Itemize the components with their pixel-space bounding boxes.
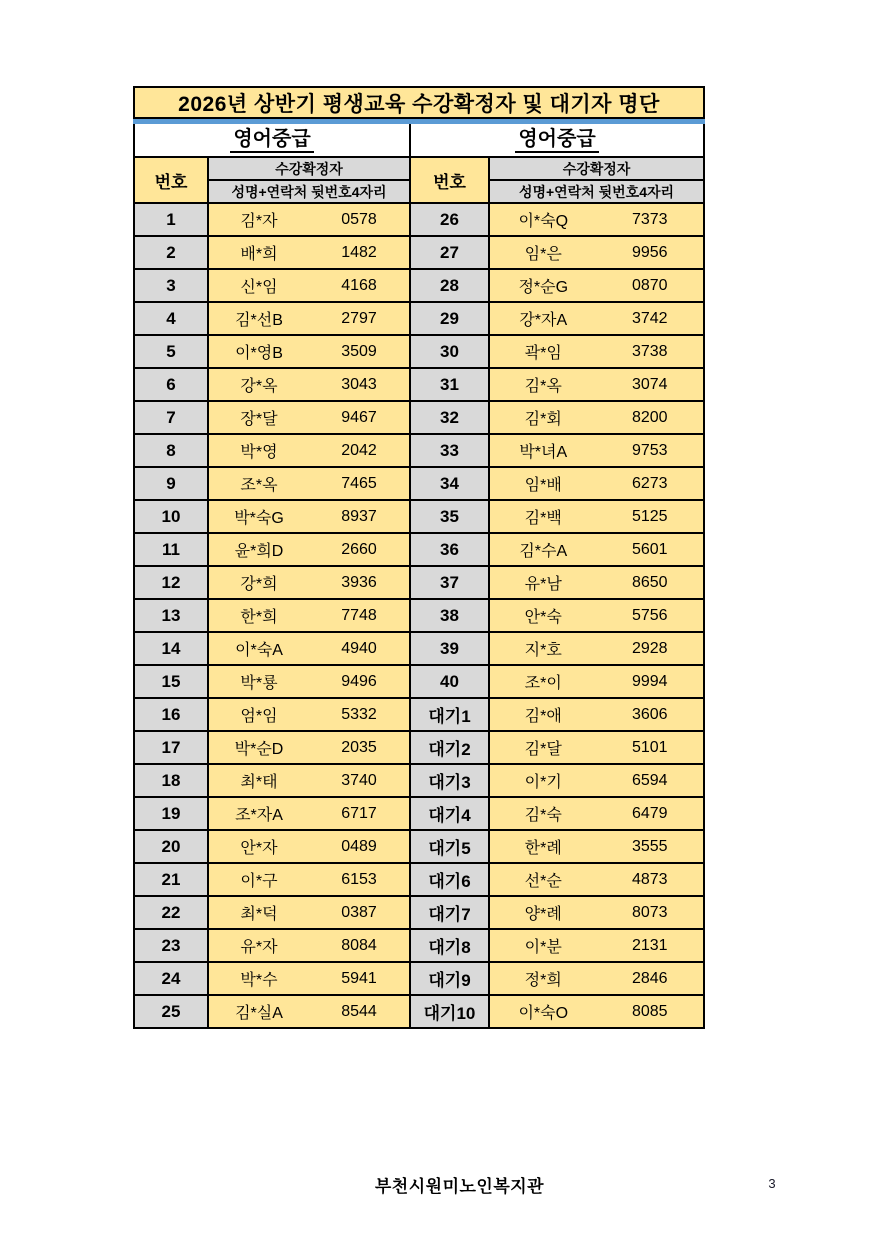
right-row-number: 대기9 bbox=[411, 963, 488, 994]
phone-last4: 2797 bbox=[341, 309, 377, 327]
student-name: 이*숙A bbox=[235, 642, 283, 659]
phone-last4: 6594 bbox=[631, 771, 668, 789]
right-row-number: 33 bbox=[411, 435, 488, 466]
right-confirmed-header: 수강확정자 bbox=[490, 158, 703, 179]
left-name-phone-cell bbox=[209, 534, 409, 565]
right-name-phone-cell bbox=[490, 600, 703, 631]
phone-last4: 3509 bbox=[341, 342, 377, 360]
right-row-number: 37 bbox=[411, 567, 488, 598]
left-course-title: 영어중급 bbox=[230, 128, 313, 153]
phone-last4: 3738 bbox=[631, 342, 668, 360]
right-row-number: 35 bbox=[411, 501, 488, 532]
right-row-number: 대기7 bbox=[411, 897, 488, 928]
right-name-phone-cell bbox=[490, 435, 703, 466]
left-name-phone-cell bbox=[209, 204, 409, 235]
left-row-number: 15 bbox=[135, 666, 207, 697]
student-name: 김*숙 bbox=[524, 807, 562, 824]
right-row-number: 대기2 bbox=[411, 732, 488, 763]
right-name-phone-cell bbox=[490, 534, 703, 565]
right-row-number: 31 bbox=[411, 369, 488, 400]
student-name: 박*룡 bbox=[240, 675, 278, 692]
phone-last4: 7465 bbox=[341, 474, 377, 492]
left-row-number: 11 bbox=[135, 534, 207, 565]
student-name: 안*숙 bbox=[524, 609, 562, 626]
right-row-number: 36 bbox=[411, 534, 488, 565]
student-name: 이*분 bbox=[524, 939, 562, 956]
student-name: 지*호 bbox=[524, 642, 562, 659]
phone-last4: 6479 bbox=[631, 804, 668, 822]
left-name-phone-cell bbox=[209, 237, 409, 268]
phone-last4: 7373 bbox=[631, 210, 668, 228]
student-name: 김*달 bbox=[524, 741, 562, 758]
left-name-phone-cell bbox=[209, 600, 409, 631]
student-name: 김*자 bbox=[240, 213, 278, 230]
phone-last4: 5756 bbox=[631, 606, 668, 624]
phone-last4: 9753 bbox=[631, 441, 668, 459]
student-name: 김*실A bbox=[235, 1005, 283, 1022]
right-name-phone-cell bbox=[490, 666, 703, 697]
right-name-phone-cell bbox=[490, 501, 703, 532]
phone-last4: 4168 bbox=[341, 276, 377, 294]
phone-last4: 2660 bbox=[341, 540, 377, 558]
right-name-phone-cell bbox=[490, 765, 703, 796]
left-name-phone-cell bbox=[209, 336, 409, 367]
phone-last4: 3043 bbox=[341, 375, 377, 393]
student-name: 김*백 bbox=[524, 510, 562, 527]
student-name: 조*이 bbox=[524, 675, 562, 692]
phone-last4: 5125 bbox=[631, 507, 668, 525]
left-name-phone-cell bbox=[209, 435, 409, 466]
left-name-phone-cell bbox=[209, 468, 409, 499]
phone-last4: 3606 bbox=[631, 705, 668, 723]
left-row-number: 5 bbox=[135, 336, 207, 367]
left-name-phone-cell bbox=[209, 798, 409, 829]
left-row-number: 3 bbox=[135, 270, 207, 301]
right-name-phone-cell bbox=[490, 336, 703, 367]
left-row-number: 9 bbox=[135, 468, 207, 499]
student-name: 이*숙O bbox=[518, 1005, 569, 1022]
right-row-number: 29 bbox=[411, 303, 488, 334]
right-name-phone-cell bbox=[490, 699, 703, 730]
student-name: 정*희 bbox=[524, 972, 562, 989]
phone-last4: 7748 bbox=[341, 606, 377, 624]
right-row-number: 39 bbox=[411, 633, 488, 664]
left-name-phone-cell bbox=[209, 930, 409, 961]
right-name-phone-cell bbox=[490, 303, 703, 334]
student-name: 김*수A bbox=[519, 543, 568, 560]
left-name-phone-cell bbox=[209, 567, 409, 598]
right-name-phone-cell bbox=[490, 204, 703, 235]
student-name: 최*덕 bbox=[240, 906, 278, 923]
left-name-contact-subheader: 성명+연락처 뒷번호4자리 bbox=[209, 181, 409, 202]
phone-last4: 6273 bbox=[631, 474, 668, 492]
phone-last4: 5101 bbox=[631, 738, 668, 756]
student-name: 엄*임 bbox=[240, 708, 278, 725]
left-name-phone-cell bbox=[209, 996, 409, 1027]
phone-last4: 2131 bbox=[631, 936, 668, 954]
left-row-number: 24 bbox=[135, 963, 207, 994]
left-course-group-header bbox=[135, 124, 409, 156]
student-name: 김*애 bbox=[524, 708, 562, 725]
phone-last4: 8937 bbox=[341, 507, 377, 525]
right-course-title: 영어중급 bbox=[515, 128, 598, 153]
phone-last4: 8084 bbox=[341, 936, 377, 954]
student-name: 이*기 bbox=[524, 774, 562, 791]
left-name-phone-cell bbox=[209, 699, 409, 730]
student-name: 이*영B bbox=[235, 345, 283, 362]
left-row-number: 17 bbox=[135, 732, 207, 763]
phone-last4: 9956 bbox=[631, 243, 668, 261]
left-name-phone-cell bbox=[209, 501, 409, 532]
student-name: 조*자A bbox=[235, 807, 283, 824]
student-name: 강*옥 bbox=[240, 378, 278, 395]
student-name: 박*숙G bbox=[234, 510, 284, 527]
phone-last4: 2035 bbox=[341, 738, 377, 756]
right-course-group-header bbox=[411, 124, 703, 156]
phone-last4: 8544 bbox=[341, 1002, 377, 1020]
student-name: 강*희 bbox=[240, 576, 278, 593]
student-name: 정*순G bbox=[518, 279, 569, 296]
right-name-phone-cell bbox=[490, 270, 703, 301]
right-name-contact-subheader: 성명+연락처 뒷번호4자리 bbox=[490, 181, 703, 202]
student-name: 안*자 bbox=[240, 840, 278, 857]
left-name-phone-cell bbox=[209, 666, 409, 697]
phone-last4: 6717 bbox=[341, 804, 377, 822]
student-name: 양*례 bbox=[524, 906, 562, 923]
left-row-number: 8 bbox=[135, 435, 207, 466]
phone-last4: 8650 bbox=[631, 573, 668, 591]
left-name-phone-cell bbox=[209, 270, 409, 301]
phone-last4: 9994 bbox=[631, 672, 668, 690]
right-row-number: 대기8 bbox=[411, 930, 488, 961]
phone-last4: 0387 bbox=[341, 903, 377, 921]
right-row-number: 30 bbox=[411, 336, 488, 367]
right-row-number: 27 bbox=[411, 237, 488, 268]
right-row-number: 대기6 bbox=[411, 864, 488, 895]
phone-last4: 8073 bbox=[631, 903, 668, 921]
right-name-phone-cell bbox=[490, 237, 703, 268]
left-row-number: 12 bbox=[135, 567, 207, 598]
left-row-number: 7 bbox=[135, 402, 207, 433]
student-name: 이*구 bbox=[240, 873, 278, 890]
left-name-phone-cell bbox=[209, 864, 409, 895]
phone-last4: 3936 bbox=[341, 573, 377, 591]
left-name-phone-cell bbox=[209, 303, 409, 334]
left-row-number: 4 bbox=[135, 303, 207, 334]
student-name: 유*남 bbox=[524, 576, 562, 593]
student-name: 이*숙Q bbox=[518, 213, 569, 230]
left-row-number: 10 bbox=[135, 501, 207, 532]
left-row-number: 16 bbox=[135, 699, 207, 730]
left-row-number: 1 bbox=[135, 204, 207, 235]
right-name-phone-cell bbox=[490, 996, 703, 1027]
right-row-number: 대기3 bbox=[411, 765, 488, 796]
phone-last4: 2042 bbox=[341, 441, 377, 459]
phone-last4: 0870 bbox=[631, 276, 668, 294]
student-name: 강*자A bbox=[519, 312, 568, 329]
right-row-number: 40 bbox=[411, 666, 488, 697]
right-name-phone-cell bbox=[490, 963, 703, 994]
phone-last4: 0578 bbox=[341, 210, 377, 228]
right-name-phone-cell bbox=[490, 633, 703, 664]
student-name: 박*수 bbox=[240, 972, 278, 989]
student-name: 김*선B bbox=[235, 312, 283, 329]
student-name: 임*은 bbox=[524, 246, 562, 263]
phone-last4: 2928 bbox=[631, 639, 668, 657]
phone-last4: 4873 bbox=[631, 870, 668, 888]
left-name-phone-cell bbox=[209, 897, 409, 928]
phone-last4: 1482 bbox=[341, 243, 377, 261]
page-number: 3 bbox=[768, 1176, 776, 1191]
left-row-number: 22 bbox=[135, 897, 207, 928]
left-row-number: 25 bbox=[135, 996, 207, 1027]
phone-last4: 5332 bbox=[341, 705, 377, 723]
left-number-column-header: 번호 bbox=[135, 158, 207, 202]
left-row-number: 21 bbox=[135, 864, 207, 895]
phone-last4: 3740 bbox=[341, 771, 377, 789]
left-name-phone-cell bbox=[209, 831, 409, 862]
student-name: 윤*희D bbox=[234, 543, 284, 560]
student-name: 장*달 bbox=[240, 411, 278, 428]
right-name-phone-cell bbox=[490, 897, 703, 928]
left-name-phone-cell bbox=[209, 732, 409, 763]
left-confirmed-header: 수강확정자 bbox=[209, 158, 409, 179]
phone-last4: 9467 bbox=[341, 408, 377, 426]
right-name-phone-cell bbox=[490, 369, 703, 400]
phone-last4: 3555 bbox=[631, 837, 668, 855]
student-name: 한*희 bbox=[240, 609, 278, 626]
right-name-phone-cell bbox=[490, 468, 703, 499]
right-row-number: 28 bbox=[411, 270, 488, 301]
right-row-number: 대기4 bbox=[411, 798, 488, 829]
student-name: 곽*임 bbox=[524, 345, 562, 362]
student-name: 한*례 bbox=[524, 840, 562, 857]
left-row-number: 20 bbox=[135, 831, 207, 862]
phone-last4: 3074 bbox=[631, 375, 668, 393]
student-name: 박*순D bbox=[234, 741, 284, 758]
phone-last4: 0489 bbox=[341, 837, 377, 855]
left-row-number: 6 bbox=[135, 369, 207, 400]
right-row-number: 대기1 bbox=[411, 699, 488, 730]
right-row-number: 대기5 bbox=[411, 831, 488, 862]
left-name-phone-cell bbox=[209, 963, 409, 994]
left-row-number: 18 bbox=[135, 765, 207, 796]
left-row-number: 2 bbox=[135, 237, 207, 268]
phone-last4: 8085 bbox=[631, 1002, 668, 1020]
phone-last4: 2846 bbox=[631, 969, 668, 987]
phone-last4: 8200 bbox=[631, 408, 668, 426]
right-name-phone-cell bbox=[490, 831, 703, 862]
left-row-number: 19 bbox=[135, 798, 207, 829]
roster-table bbox=[133, 86, 705, 1029]
phone-last4: 6153 bbox=[341, 870, 377, 888]
phone-last4: 5941 bbox=[341, 969, 377, 987]
left-row-number: 23 bbox=[135, 930, 207, 961]
right-name-phone-cell bbox=[490, 864, 703, 895]
phone-last4: 4940 bbox=[341, 639, 377, 657]
right-name-phone-cell bbox=[490, 567, 703, 598]
left-name-phone-cell bbox=[209, 765, 409, 796]
left-row-number: 13 bbox=[135, 600, 207, 631]
right-name-phone-cell bbox=[490, 930, 703, 961]
roster-grid bbox=[133, 124, 705, 1029]
student-name: 박*녀A bbox=[519, 444, 568, 461]
left-name-phone-cell bbox=[209, 369, 409, 400]
phone-last4: 9496 bbox=[341, 672, 377, 690]
right-row-number: 26 bbox=[411, 204, 488, 235]
right-name-phone-cell bbox=[490, 798, 703, 829]
student-name: 최*태 bbox=[240, 774, 278, 791]
student-name: 김*옥 bbox=[524, 378, 562, 395]
document-title: 2026년 상반기 평생교육 수강확정자 및 대기자 명단 bbox=[133, 86, 705, 119]
left-name-phone-cell bbox=[209, 633, 409, 664]
right-row-number: 38 bbox=[411, 600, 488, 631]
student-name: 배*희 bbox=[240, 246, 278, 263]
right-row-number: 대기10 bbox=[411, 996, 488, 1027]
footer-org-name: 부천시원미노인복지관 bbox=[374, 1177, 545, 1196]
phone-last4: 5601 bbox=[631, 540, 668, 558]
left-name-phone-cell bbox=[209, 402, 409, 433]
student-name: 조*옥 bbox=[240, 477, 278, 494]
right-name-phone-cell bbox=[490, 402, 703, 433]
student-name: 박*영 bbox=[240, 444, 278, 461]
student-name: 선*순 bbox=[524, 873, 562, 890]
student-name: 임*배 bbox=[524, 477, 562, 494]
student-name: 김*회 bbox=[524, 411, 562, 428]
right-number-column-header: 번호 bbox=[411, 158, 488, 202]
student-name: 유*자 bbox=[240, 939, 278, 956]
right-row-number: 32 bbox=[411, 402, 488, 433]
left-row-number: 14 bbox=[135, 633, 207, 664]
right-row-number: 34 bbox=[411, 468, 488, 499]
phone-last4: 3742 bbox=[631, 309, 668, 327]
right-name-phone-cell bbox=[490, 732, 703, 763]
student-name: 신*임 bbox=[240, 279, 278, 296]
